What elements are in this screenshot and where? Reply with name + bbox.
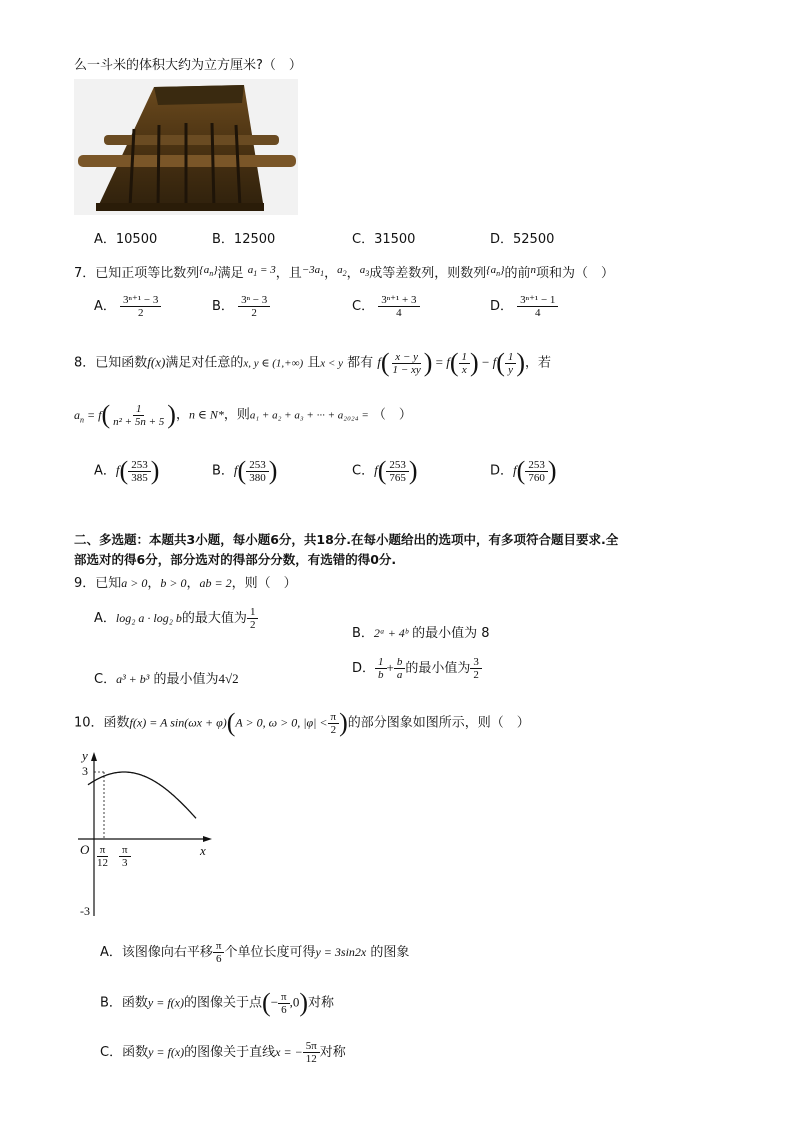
q6-choice-d: D．52500 [490, 232, 555, 247]
q8-an-line: $a_n = f$( $\frac{1}{\text{n² + 5n + 5}}$ )，n ∈ N*，则a₁ + a₂ + a₃ + ··· + a₂₀₂₄ = （ ） [74, 400, 412, 429]
section2-line1: 二、多选题：本题共3小题，每小题6分，共18分.在每小题给出的选项中，有多项符合题目要求.全 [74, 532, 619, 547]
q7-choice-a: A． $\frac{\text{3ⁿ⁺¹ − 3}}{2}$ [94, 294, 161, 319]
section2-line2: 部选对的得6分，部分选对的得部分分数，有选错的得0分. [74, 552, 397, 567]
y-min-label: -3 [80, 904, 90, 918]
q8-choice-d: D．f( $\frac{253}{760}$ ) [490, 456, 557, 485]
q9-stem: 9．已知a > 0，b > 0，ab = 2，则（ ） [74, 576, 297, 591]
q6-choice-c: C．31500 [352, 232, 416, 247]
q9-choice-d: D． $\frac{1}{b}$ + $\frac{b}{a}$ 的最小值为 $\frac{3}{2}$ [352, 656, 482, 681]
q8-stem: 8．已知函数f(x)满足对任意的x, y ∈ (1,+∞) 且x < y 都有 f( $\frac{x - y}{1 - xy}$ ) = f( $\frac{1}{x}$ ) − f( $\frac{1}{y}$ )，若 [74, 348, 552, 377]
q10-choice-a: A．该图像向右平移 $\frac{\pi}{6}$ 个单位长度可得y = 3sin2x 的图象 [100, 940, 410, 965]
tick-pi-12: $\frac{\pi}{12}$ [97, 844, 108, 869]
dou-photo [74, 79, 298, 215]
q10-choice-b: B．函数y = f(x)的图像关于点(− $\frac{\pi}{6}$ ,0)对称 [100, 988, 335, 1017]
origin-label: O [80, 842, 90, 857]
tick-pi-3: $\frac{\pi}{3}$ [119, 844, 131, 869]
q7-choice-d: D． $\frac{\text{3ⁿ⁺¹ − 1}}{4}$ [490, 294, 558, 319]
q8-choice-a: A．f( $\frac{253}{385}$ ) [94, 456, 160, 485]
q10-graph [74, 748, 224, 928]
q7-choice-b: B． $\frac{\text{3ⁿ − 3}}{2}$ [212, 294, 270, 319]
q7-stem: 7．已知正项等比数列$^{\{a_n\}}$满足 $^{a_1 = 3}$，且$^{-3a_1}$，$^{a_2}$，$^{a_3}$成等差数列，则数列$^{\{a_n\}}$的前$^n$项和为（ ） [74, 264, 615, 281]
q6-text: 么一斗米的体积大约为立方厘米?（ ） [74, 58, 302, 73]
q10-stem: 10．函数f(x) = A sin(ωx + φ)(A > 0, ω > 0, |φ| < $\frac{\pi}{2}$ )的部分图象如图所示，则（ ） [74, 708, 530, 737]
q7-choice-c: C． $\frac{\text{3ⁿ⁺¹ + 3}}{4}$ [352, 294, 420, 319]
q8-choice-c: C．f( $\frac{253}{765}$ ) [352, 456, 418, 485]
x-axis-label: x [200, 843, 206, 858]
q6-choice-b: B．12500 [212, 232, 276, 247]
y-max-label: 3 [82, 764, 88, 778]
q9-choice-a: A．log₂ a · log₂ b的最大值为 $\frac{1}{2}$ [94, 606, 258, 631]
q8-choice-b: B．f( $\frac{253}{380}$ ) [212, 456, 278, 485]
q9-choice-b: B．2ᵃ + 4ᵇ 的最小值为 8 [352, 626, 490, 641]
q6-choice-a: A．10500 [94, 232, 158, 247]
y-axis-label: y [82, 748, 88, 763]
sine-curve [88, 772, 196, 818]
q9-choice-c: C．a³ + b³ 的最小值为4√2 [94, 671, 239, 687]
q10-choice-c: C．函数y = f(x)的图像关于直线x = − $\frac{5\pi}{12}$ 对称 [100, 1040, 346, 1065]
